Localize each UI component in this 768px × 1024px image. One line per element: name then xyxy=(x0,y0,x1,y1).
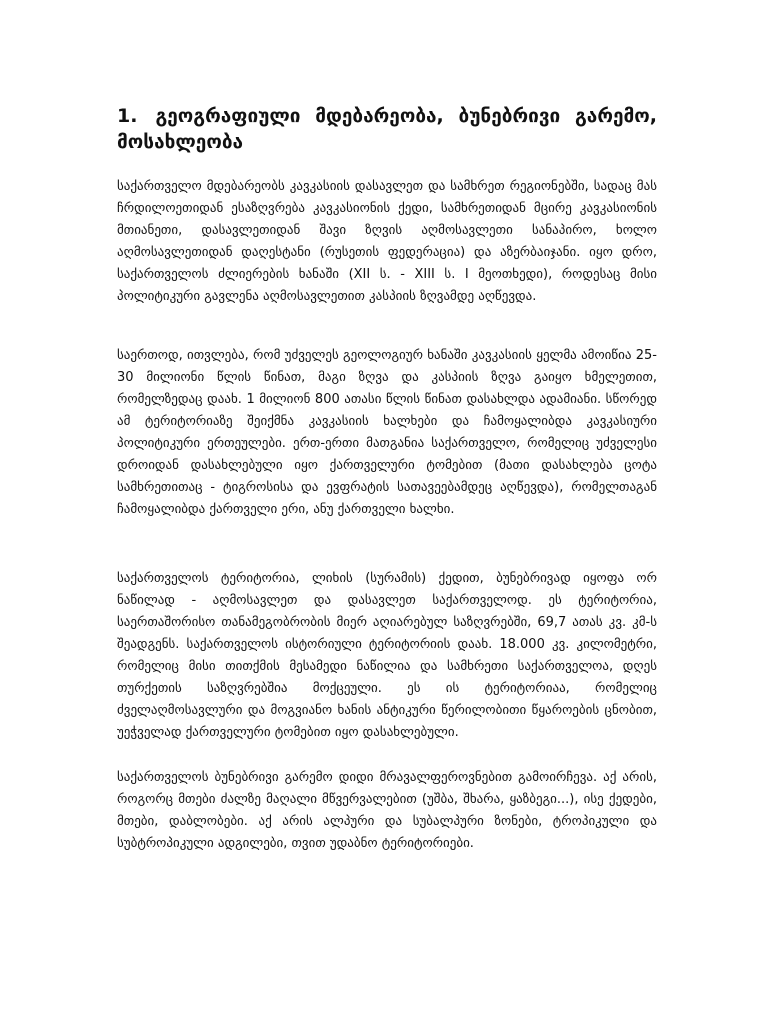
paragraph-territory: საქართველოს ტერიტორია, ლიხის (სურამის) ქედით, ბუნებრივად იყოფა ორ ნაწილად - აღმოსავლეთ და დასავლეთ საქართველოდ. ეს ტერიტორია, საერთაშორისო თანამეგობრობის მიერ აღიარებულ საზღვრებში, 69,7 ათას კვ. კმ-ს შეადგენს. საქართველოს ისტორიული ტერიტორიის დაახ. 18.000 კვ. კილომეტრი, რომელიც მისი თითქმის მესამედი ნაწილია და სამხრეთი საქართველოა, დღეს თურქეთის საზღვრებშია მოქცეული. ეს ის ტერიტორიაა, რომელიც ძველაღმოსავლური და მოგვიანო ხანის ანტიკური წერილობითი წყაროების ცნობით, უეჭველად ქართველური ტომებით იყო დასახლებული. xyxy=(117,571,657,740)
section-title: გეოგრაფიული მდებარეობა, ბუნებრივი გარემო, მოსახლეობა xyxy=(117,105,657,153)
paragraph-geography: საქართველო მდებარეობს კავკასიის დასავლეთ და სამხრეთ რეგიონებში, სადაც მას ჩრდილოეთიდან ესაზღვრება კავკასიონის ქედი, სამხრეთიდან მცირე კავკასიონის მთიანეთი, დასავლეთიდან შავი ზღვის აღმოსავლეთი სანაპირო, ხოლო აღმოსავლეთიდან დაღესტანი (რუსეთის ფედერაცია) და აზერბაიჯანი. იყო დრო, საქართველოს ძლიერების ხანაში (XII ს. - XIII ს. I მეოთხედი), როდესაც მისი პოლიტიკური გავლენა აღმოსავლეთით კასპიის ზღვამდე აღწევდა. xyxy=(117,179,657,304)
paragraph-geology-history: საერთოდ, ითვლება, რომ უძველეს გეოლოგიურ ხანაში კავკასიის ყელმა ამოიწია 25-30 მილიონი წლის წინათ, მაგი ზღვა და კასპიის ზღვა გაიყო ხმელეთით, რომელზედაც დაახ. 1 მილიონ 800 ათასი წლის წინათ დასახლდა ადამიანი. სწორედ ამ ტერიტორიაზე შეიქმნა კავკასიის ხალხები და ჩამოყალიბდა კავკასიური პოლიტიკური ერთეულები. ერთ-ერთი მათგანია საქართველო, რომელიც უძველესი დროიდან დასახლებული იყო ქართველური ტომებით (მათი დასახლება ცოტა სამხრეთითაც - ტიგროსისა და ევფრატის სათავეებამდეც აღწევდა), რომელთაგან ჩამოყალიბდა ქართველი ერი, ანუ ქართველი ხალხი. xyxy=(117,348,657,517)
paragraph-natural-environment: საქართველოს ბუნებრივი გარემო დიდი მრავალფეროვნებით გამოირჩევა. აქ არის, როგორც მთები ძალზე მაღალი მწვერვალებით (უშბა, შხარა, ყაზბეგი...), ისე ქედები, მთები, დაბლობები. აქ არის ალპური და სუბალპური ზონები, ტროპიკული და სუბტროპიკული ადგილები, თვით უდაბნო ტერიტორიები. xyxy=(117,770,657,851)
section-number: 1. xyxy=(117,105,138,127)
section-heading xyxy=(117,103,657,155)
